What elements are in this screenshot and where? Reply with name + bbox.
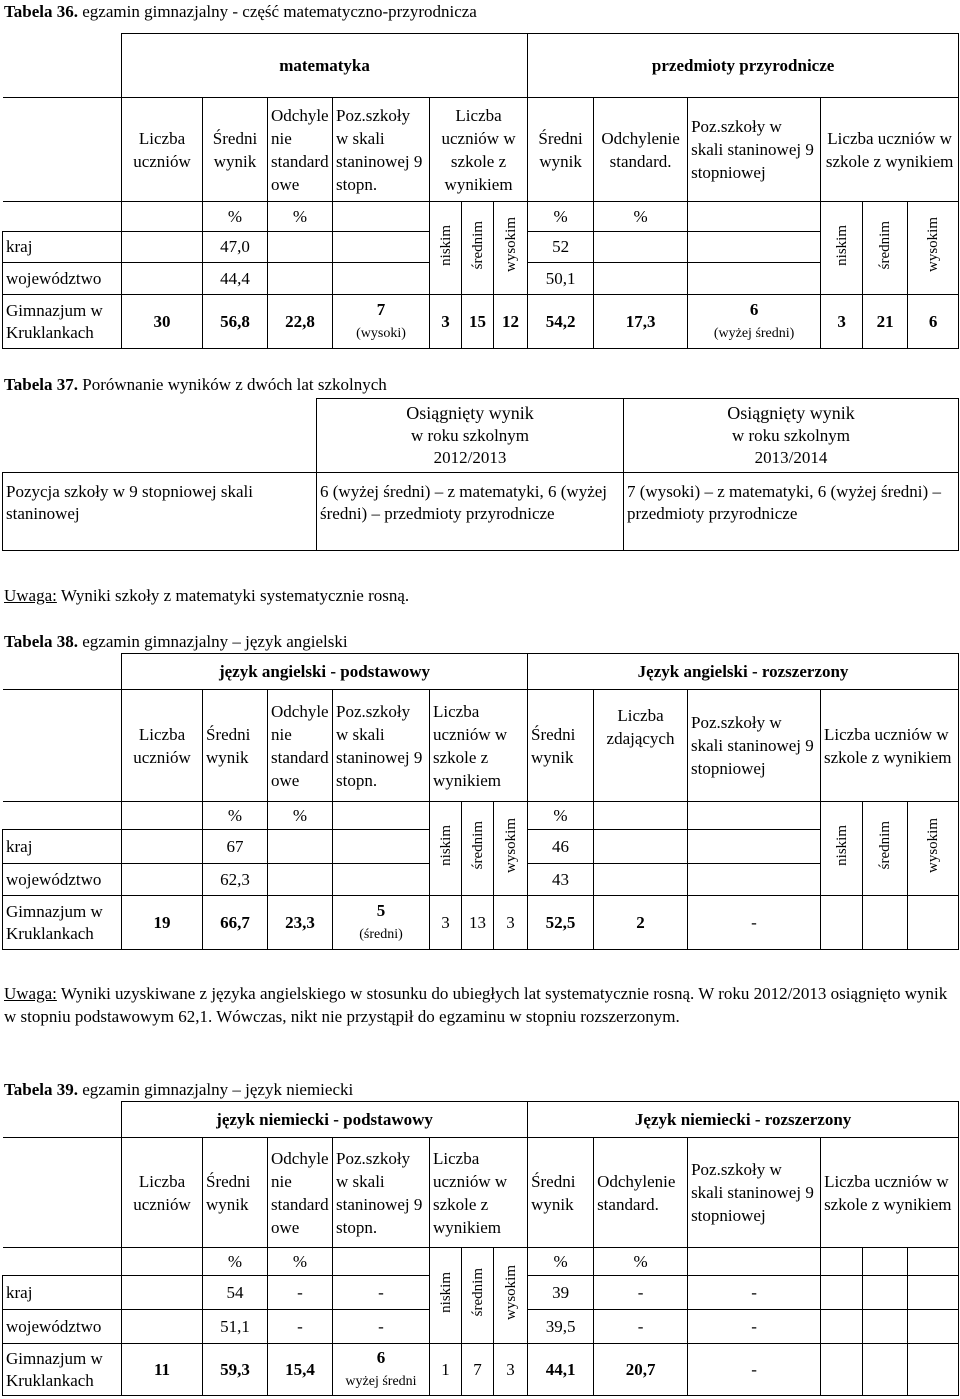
col-header: Liczba uczniów w szkole z wynikiem xyxy=(821,98,959,202)
cell-value: - xyxy=(333,1310,430,1344)
row-label: kraj xyxy=(3,830,122,864)
cell-value: 1 xyxy=(430,1344,462,1396)
group-header-extended: Język angielski - rozszerzony xyxy=(528,654,959,690)
cell-value: 67 xyxy=(203,830,268,864)
row-label: Gimnazjum w Kruklankach xyxy=(3,295,122,349)
cell-value: 6 xyxy=(908,295,959,349)
col-header: Osiągnięty wynik w roku szkolnym 2012/2013 xyxy=(317,399,624,473)
cell-value: 30 xyxy=(122,295,203,349)
cell-value: 3 xyxy=(494,1344,528,1396)
cell-value: 15,4 xyxy=(268,1344,333,1396)
table37-label: Tabela 37. xyxy=(4,375,79,394)
col-header: Odchylenie standard. xyxy=(594,1138,688,1248)
cell-value: 6 (wyżej średni) – z matematyki, 6 (wyżej średni) – przedmioty przyrodnicze xyxy=(317,473,624,551)
pct-unit: % xyxy=(203,202,268,232)
col-header: Średni wynik xyxy=(528,1138,594,1248)
row-label: województwo xyxy=(3,864,122,896)
cell-value: 17,3 xyxy=(594,295,688,349)
col-header: Poz.szkoły w skali staninowej 9 stopn. xyxy=(333,1138,430,1248)
row-label: kraj xyxy=(3,232,122,263)
table37-title: Porównanie wyników z dwóch lat szkolnych xyxy=(78,375,387,394)
group-header-science: przedmioty przyrodnicze xyxy=(528,34,959,98)
cell-value: 5 (średni) xyxy=(333,896,430,950)
cell-value: 52 xyxy=(528,232,594,263)
cell-value: 3 xyxy=(821,295,863,349)
pct-unit: % xyxy=(594,1248,688,1276)
cell-value: 59,3 xyxy=(203,1344,268,1396)
col-header: Poz.szkoły w skali staninowej 9 stopniowej xyxy=(688,690,821,802)
cell-value: 11 xyxy=(122,1344,203,1396)
cell-value: 39,5 xyxy=(528,1310,594,1344)
col-header: Liczba uczniów w szkole z wynikiem xyxy=(430,98,528,202)
cell-value: 19 xyxy=(122,896,203,950)
table39-label: Tabela 39. xyxy=(4,1080,79,1099)
cell-value: 21 xyxy=(863,295,908,349)
col-header: Liczba uczniów w szkole z wynikiem xyxy=(430,1138,528,1248)
table36-caption xyxy=(4,2,477,22)
col-header: Poz.szkoły w skali staninowej 9 stopn. xyxy=(333,690,430,802)
cell-value: - xyxy=(594,1310,688,1344)
cell-value: 20,7 xyxy=(594,1344,688,1396)
table38-caption xyxy=(4,632,348,652)
col-header: Odchyle nie standard owe xyxy=(268,690,333,802)
cell-value: 46 xyxy=(528,830,594,864)
cell-value: 52,5 xyxy=(528,896,594,950)
cell-value: 39 xyxy=(528,1276,594,1310)
table39 xyxy=(2,1101,959,1396)
table38-title: egzamin gimnazjalny – język angielski xyxy=(78,632,348,651)
level-mid: średnim xyxy=(462,202,494,295)
col-header: Osiągnięty wynik w roku szkolnym 2013/2014 xyxy=(624,399,959,473)
cell-value: 15 xyxy=(462,295,494,349)
level-high: wysokim xyxy=(908,202,959,295)
table37 xyxy=(2,398,959,551)
cell-value: 44,1 xyxy=(528,1344,594,1396)
level-high: wysokim xyxy=(494,802,528,896)
level-high: wysokim xyxy=(494,1248,528,1344)
pct-unit: % xyxy=(528,802,594,830)
cell-value: 12 xyxy=(494,295,528,349)
cell-value: 62,3 xyxy=(203,864,268,896)
row-label: kraj xyxy=(3,1276,122,1310)
level-high: wysokim xyxy=(908,802,959,896)
cell-value: - xyxy=(688,1276,821,1310)
table36 xyxy=(2,33,959,349)
cell-value: 54,2 xyxy=(528,295,594,349)
note-english: Uwaga: Wyniki uzyskiwane z języka angielskiego w stosunku do ubiegłych lat systematycznie rosną. W roku 2012/2013 osiągnięto wynik w stopniu podstawowym 62,1. Wówczas, nikt nie przystąpił do egzaminu w stopniu rozszerzonym. xyxy=(4,984,948,1026)
cell-value: 3 xyxy=(494,896,528,950)
table39-caption xyxy=(4,1080,353,1100)
table38 xyxy=(2,653,959,950)
col-header: Liczba zdających xyxy=(594,690,688,802)
cell-value: 7 xyxy=(462,1344,494,1396)
cell-value: 3 xyxy=(430,295,462,349)
col-header: Liczba uczniów xyxy=(122,1138,203,1248)
cell-value: 66,7 xyxy=(203,896,268,950)
level-mid: średnim xyxy=(863,202,908,295)
col-header: Liczba uczniów xyxy=(122,98,203,202)
cell-value: 50,1 xyxy=(528,263,594,295)
pct-unit: % xyxy=(268,1248,333,1276)
col-header: Poz.szkoły w skali staninowej 9 stopniowej xyxy=(688,98,821,202)
cell-value: 7 (wysoki) xyxy=(333,295,430,349)
cell-value: 22,8 xyxy=(268,295,333,349)
group-header-math: matematyka xyxy=(122,34,528,98)
pct-unit: % xyxy=(203,802,268,830)
level-low: niskim xyxy=(430,802,462,896)
col-header: Średni wynik xyxy=(203,98,268,202)
pct-unit: % xyxy=(528,202,594,232)
corner-cell xyxy=(3,34,122,98)
cell-value: - xyxy=(688,1310,821,1344)
col-header: Odchylenie standard. xyxy=(594,98,688,202)
col-header: Średni wynik xyxy=(203,1138,268,1248)
col-header: Liczba uczniów w szkole z wynikiem xyxy=(821,690,959,802)
pct-unit: % xyxy=(203,1248,268,1276)
cell-value: - xyxy=(688,896,821,950)
cell-value: 56,8 xyxy=(203,295,268,349)
col-header: Średni wynik xyxy=(528,690,594,802)
col-header: Poz.szkoły w skali staninowej 9 stopniowej xyxy=(688,1138,821,1248)
level-low: niskim xyxy=(430,1248,462,1344)
level-mid: średnim xyxy=(462,802,494,896)
table37-caption xyxy=(4,375,387,395)
table36-title: egzamin gimnazjalny - część matematyczno-przyrodnicza xyxy=(78,2,477,21)
level-low: niskim xyxy=(430,202,462,295)
cell-value: 6 wyżej średni xyxy=(333,1344,430,1396)
blank-cell xyxy=(3,98,122,202)
col-header: Średni wynik xyxy=(528,98,594,202)
cell-value: 43 xyxy=(528,864,594,896)
cell-value: - xyxy=(268,1310,333,1344)
cell-value: - xyxy=(333,1276,430,1310)
group-header-extended: Język niemiecki - rozszerzony xyxy=(528,1102,959,1138)
row-label: województwo xyxy=(3,1310,122,1344)
cell-value: 54 xyxy=(203,1276,268,1310)
group-header-basic: język angielski - podstawowy xyxy=(122,654,528,690)
pct-unit: % xyxy=(594,202,688,232)
col-header: Średni wynik xyxy=(203,690,268,802)
pct-unit: % xyxy=(268,802,333,830)
pct-unit: % xyxy=(268,202,333,232)
level-low: niskim xyxy=(821,802,863,896)
cell-value: 7 (wysoki) – z matematyki, 6 (wyżej średni) – przedmioty przyrodnicze xyxy=(624,473,959,551)
note-math: Uwaga: Wyniki szkoły z matematyki systematycznie rosną. xyxy=(4,586,410,605)
col-header: Liczba uczniów w szkole z wynikiem xyxy=(430,690,528,802)
table39-title: egzamin gimnazjalny – język niemiecki xyxy=(78,1080,354,1099)
cell-value: 51,1 xyxy=(203,1310,268,1344)
level-mid: średnim xyxy=(863,802,908,896)
col-header: Liczba uczniów w szkole z wynikiem xyxy=(821,1138,959,1248)
level-mid: średnim xyxy=(462,1248,494,1344)
col-header: Odchyle nie standard owe xyxy=(268,98,333,202)
row-label: Pozycja szkoły w 9 stopniowej skali staninowej xyxy=(3,473,317,551)
cell-value: 2 xyxy=(594,896,688,950)
cell-value: 47,0 xyxy=(203,232,268,263)
col-header: Poz.szkoły w skali staninowej 9 stopn. xyxy=(333,98,430,202)
row-label: województwo xyxy=(3,263,122,295)
row-label: Gimnazjum w Kruklankach xyxy=(3,1344,122,1396)
group-header-basic: język niemiecki - podstawowy xyxy=(122,1102,528,1138)
cell-value: 13 xyxy=(462,896,494,950)
col-header: Odchyle nie standard owe xyxy=(268,1138,333,1248)
table38-label: Tabela 38. xyxy=(4,632,79,651)
cell-value: - xyxy=(268,1276,333,1310)
row-label: Gimnazjum w Kruklankach xyxy=(3,896,122,950)
level-low: niskim xyxy=(821,202,863,295)
table36-label: Tabela 36. xyxy=(4,2,79,21)
col-header: Liczba uczniów xyxy=(122,690,203,802)
cell-value: 6 (wyżej średni) xyxy=(688,295,821,349)
cell-value: 44,4 xyxy=(203,263,268,295)
pct-unit: % xyxy=(528,1248,594,1276)
cell-value: 23,3 xyxy=(268,896,333,950)
level-high: wysokim xyxy=(494,202,528,295)
cell-value: - xyxy=(594,1276,688,1310)
cell-value: - xyxy=(688,1344,821,1396)
cell-value: 3 xyxy=(430,896,462,950)
